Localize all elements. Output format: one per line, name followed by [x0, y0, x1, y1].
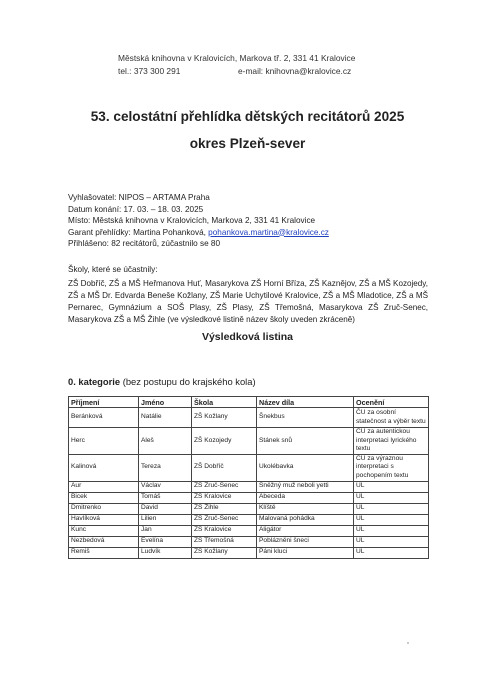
category-note: (bez postupu do krajského kola): [120, 376, 256, 387]
award-cell: ÚL: [354, 492, 429, 503]
name-cell: Aleš: [139, 428, 192, 455]
school-cell: ZŠ Zruč-Senec: [192, 514, 257, 525]
award-cell: ČU za autentickou interpretaci lyrického textu: [354, 428, 429, 455]
table-row: [69, 525, 429, 536]
results-table: [68, 396, 429, 559]
guarantor: [68, 227, 329, 239]
header-surname: Příjmení: [69, 397, 139, 408]
name-cell: Evelína: [139, 536, 192, 547]
library-address: Městská knihovna v Kralovicích, Markova tř. 2, 331 41 Kralovice: [118, 53, 356, 63]
guarantor-email-link[interactable]: pohankova.martina@kralovice.cz: [208, 227, 329, 237]
event-district: okres Plzeň-sever: [189, 136, 306, 151]
award-cell: ÚL: [354, 503, 429, 514]
work-cell: Klíště: [257, 503, 354, 514]
registered-count: Přihlášeno: 82 recitátorů, zúčastnilo se 80: [68, 239, 221, 248]
name-cell: Ludvík: [139, 547, 192, 558]
surname-cell: Havlíková: [69, 514, 139, 525]
award-cell: ÚL: [354, 514, 429, 525]
work-cell: Ukolébavka: [257, 454, 354, 481]
scan-speck: [407, 642, 409, 644]
table-row: [69, 536, 429, 547]
name-cell: Lilien: [139, 514, 192, 525]
table-header-row: [69, 397, 429, 408]
event-date: Datum konání: 17. 03. – 18. 03. 2025: [68, 204, 204, 214]
category-heading: [68, 376, 256, 387]
surname-cell: Nezbedová: [69, 536, 139, 547]
surname-cell: Aur: [69, 481, 139, 492]
award-cell: ČU za výraznou interpretaci s pochopením textu: [354, 454, 429, 481]
name-cell: Tomáš: [139, 492, 192, 503]
contact-row: [118, 65, 355, 78]
surname-cell: Bicek: [69, 492, 139, 503]
table-row: [69, 547, 429, 558]
table-row: [69, 454, 429, 481]
surname-cell: Beránková: [69, 408, 139, 428]
library-phone: tel.: 373 300 291: [118, 66, 181, 76]
award-cell: ÚL: [354, 536, 429, 547]
organizer: Vyhlašovatel: NIPOS – ARTAMA Praha: [68, 193, 210, 202]
table-row: [69, 428, 429, 455]
event-place: Místo: Městská knihovna v Kralovicích, Markova 2, 331 41 Kralovice: [68, 216, 316, 225]
surname-cell: Kalinová: [69, 454, 139, 481]
name-cell: Tereza: [139, 454, 192, 481]
school-cell: ZŠ Třemošná: [192, 536, 257, 547]
library-header: [118, 52, 355, 78]
event-info: [68, 192, 329, 250]
award-cell: ČU za osobní statečnost a výběr textu: [354, 408, 429, 428]
school-cell: ZŠ Dobříč: [192, 454, 257, 481]
work-cell: Poblázněni šneci: [257, 536, 354, 547]
work-cell: Malovaná pohádka: [257, 514, 354, 525]
school-cell: ZŠ Kožlany: [192, 547, 257, 558]
school-cell: ZŠ Žihle: [192, 503, 257, 514]
school-cell: ZŠ Kozojedy: [192, 428, 257, 455]
event-title: 53. celostátní přehlídka dětských recitátorů 2025: [90, 109, 405, 124]
header-award: Ocenění: [354, 397, 429, 408]
table-row: [69, 408, 429, 428]
header-school: Škola: [192, 397, 257, 408]
header-work: Název díla: [257, 397, 354, 408]
surname-cell: Dmitrenko: [69, 503, 139, 514]
schools-list: ZŠ Dobříč, ZŠ a MŠ Heřmanova Huť, Masarykova ZŠ Horní Bříza, ZŠ Kaznějov, ZŠ a MŠ Kozojedy, ZŠ a MŠ Dr. Edvarda Beneše Kožlany, ZŠ Marie Uchytilové Kralovice, ZŠ a MŠ Mladotice, ZŠ a MŠ Pernarec, Gymnázium a SOŠ Plasy, ZŠ Plasy, ZŠ Třemošná, Masarykova ZŠ Zruč-Senec, Masarykova ZŠ a MŠ Žihle (ve výsledkové listině název školy uveden zkráceně): [68, 279, 428, 324]
table-row: [69, 503, 429, 514]
school-cell: ZŠ Kralovice: [192, 492, 257, 503]
name-cell: Jan: [139, 525, 192, 536]
guarantor-label: Garant přehlídky: Martina Pohanková,: [68, 227, 209, 237]
award-cell: ÚL: [354, 481, 429, 492]
work-cell: Páni kluci: [257, 547, 354, 558]
school-cell: ZŠ Zruč-Senec: [192, 481, 257, 492]
results-title: Výsledková listina: [201, 331, 294, 343]
work-cell: Šnekbus: [257, 408, 354, 428]
work-cell: Sněžný muž neboli yetti: [257, 481, 354, 492]
library-email: e-mail: knihovna@kralovice.cz: [238, 66, 352, 76]
work-cell: Stánek snů: [257, 428, 354, 455]
table-row: [69, 514, 429, 525]
work-cell: Abeceda: [257, 492, 354, 503]
work-cell: Aligátor: [257, 525, 354, 536]
schools-heading: Školy, které se účastnily:: [68, 265, 158, 274]
table-row: [69, 481, 429, 492]
award-cell: ÚL: [354, 547, 429, 558]
name-cell: David: [139, 503, 192, 514]
category-label: 0. kategorie: [68, 376, 121, 387]
surname-cell: Herc: [69, 428, 139, 455]
table-row: [69, 492, 429, 503]
name-cell: Natálie: [139, 408, 192, 428]
school-cell: ZŠ Kralovice: [192, 525, 257, 536]
header-name: Jméno: [139, 397, 192, 408]
surname-cell: Kunc: [69, 525, 139, 536]
name-cell: Václav: [139, 481, 192, 492]
school-cell: ZŠ Kožlany: [192, 408, 257, 428]
surname-cell: Remiš: [69, 547, 139, 558]
award-cell: ÚL: [354, 525, 429, 536]
